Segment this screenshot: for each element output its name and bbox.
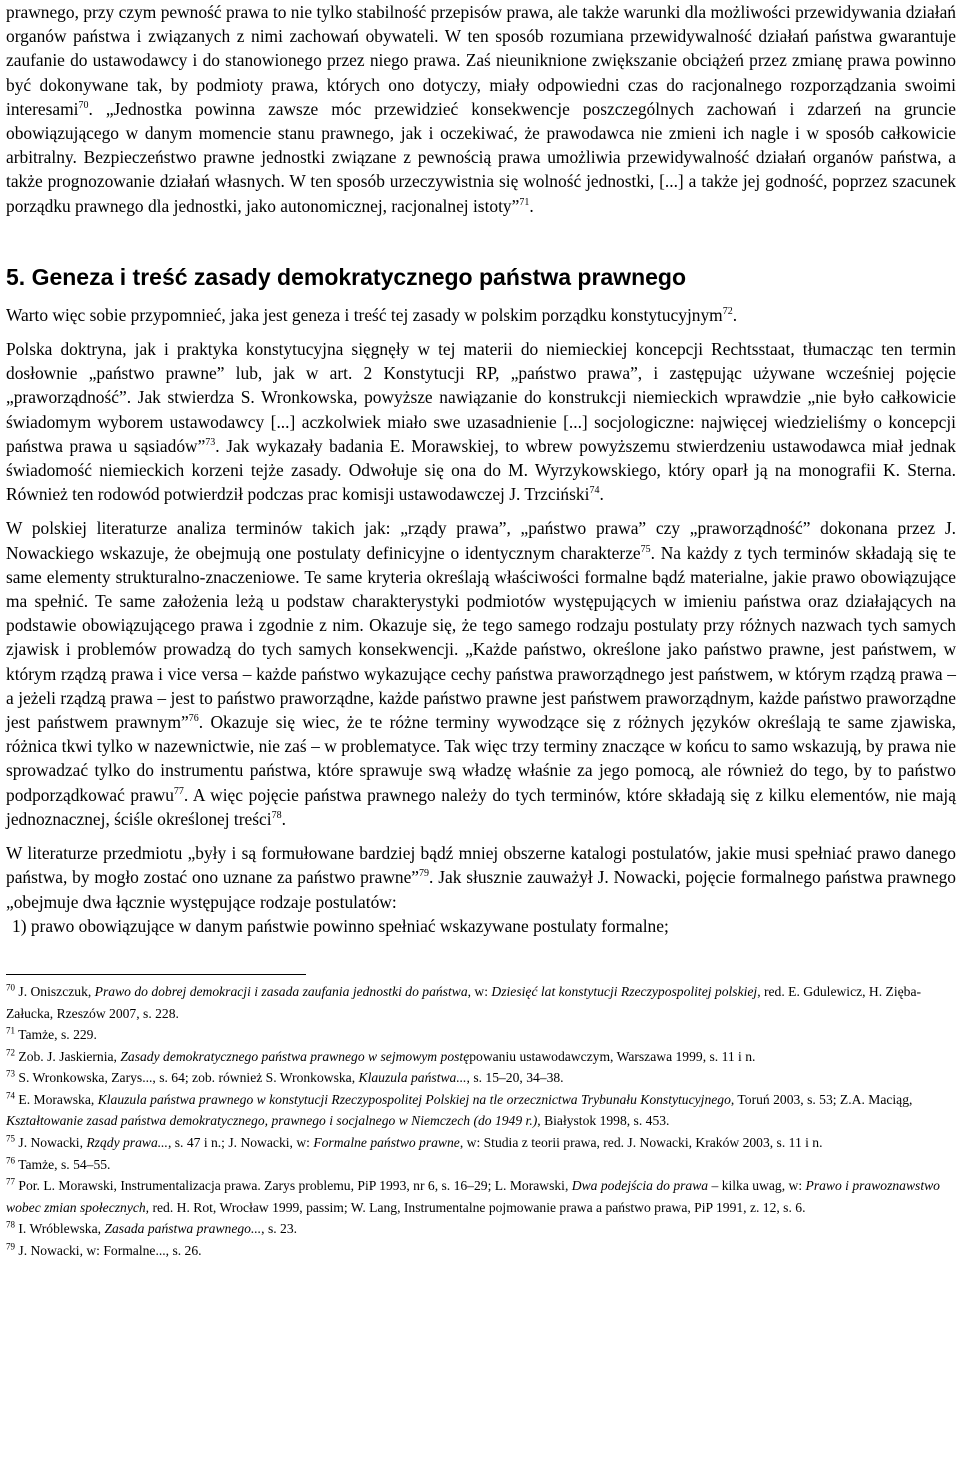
footnote-ref[interactable]: 74 — [589, 485, 600, 497]
footnote — [6, 1132, 956, 1154]
footnote-ref[interactable]: 79 — [419, 868, 430, 880]
paragraph-text: . Jak wykazały badania E. Morawskiej, to wbrew powyższemu stwierdzeniu ustawodawca miał jednak świadomość niemieckich korzeni tejże zasady. Odwołuje się ona do M. Wyrzykowskiego, który oparł ją na monografii K. Sterna. Również ten rodowód potwierdził podczas prac komisji ustawodawczej J. Trzciński — [6, 435, 956, 505]
paragraph-text: . Jak słusznie zauważył J. Nowacki, pojęcie formalnego państwa prawnego „obejmuje dwa łącznie występujące rodzaje postulatów: — [6, 867, 956, 912]
footnote-italic: Formalne państwo prawne — [313, 1135, 460, 1151]
paragraph-text: . — [599, 484, 604, 505]
footnote-text: red. H. Rot, Wrocław 1999, passim; W. Lang, Instrumentalne pojmowanie prawa a państwo prawa, PiP 1991, z. 12, s. 6. — [149, 1199, 806, 1215]
footnote-text: powaniu ustawodawczym, Warszawa 1999, s. 11 i n. — [469, 1048, 756, 1064]
footnote — [6, 1154, 956, 1176]
footnote-ref[interactable]: 71 — [519, 196, 530, 208]
paragraph-text: prawnego, przy czym pewność prawa to nie tylko stabilność przepisów prawa, ale także warunki dla możliwości przewidywania działań organów państwa i związanych z nimi zachowań obywateli. W ten sposób rozumiana przewidywalność działań państwa gwarantuje zaufanie do ustawodawcy i do stanowionego przez niego prawa. Zaś nieuniknione zwiększanie obciążeń przez zmianę prawa powinno być dokonywane tak, by podmioty prawa, których ono dotyczy, miały odpowiedni czas do racjonalnego rozporządzania swoimi interesami — [6, 2, 956, 119]
footnote-text: Tamże, s. 229. — [18, 1027, 97, 1043]
paragraph-text: . „Jednostka powinna zawsze móc przewidzieć konsekwencje poszczególnych zachowań i zdarzeń na gruncie obowiązującego w danym momencie stanu prawnego, jak i oczekiwać, że prawodawca nie zmieni ich nagle i w sposób całkowicie arbitralny. Bezpieczeństwo prawne jednostki związane z pewnością prawa umożliwia przewidywalność działań organów państwa, a także prognozowanie działań własnych. W ten sposób urzeczywistnia się wolność jednostki, [...] a także jej godność, poprzez szacunek porządku prawnego dla jednostki, jako autonomicznej, racjonalnej istoty” — [6, 98, 956, 216]
paragraph-text: W polskiej literaturze analiza terminów takich jak: „rządy prawa”, „państwo prawa” czy „praworządność” dokonana przez J. Nowackiego wskazuje, że obejmują one postulaty definicyjne o identycznym charakterze — [6, 518, 956, 563]
paragraph — [6, 0, 956, 218]
footnote-text: E. Morawska, — [18, 1091, 98, 1107]
footnote-ref[interactable]: 78 — [271, 810, 282, 822]
list-item: 1) prawo obowiązujące w danym państwie powinno spełniać wskazywane postulaty formalne; — [12, 915, 669, 936]
footnote-number: 79 — [6, 1241, 15, 1252]
footnote-italic: Dwa podejścia do prawa — [571, 1178, 709, 1194]
footnote-text: J. Nowacki, w: Formalne..., s. 26. — [18, 1243, 202, 1259]
footnote-italic: Klauzula państwa prawnego w konstytucji Rzeczypospolitej Polskiej na tle orzecznictwa Trybunału Konstytucyjnego — [97, 1091, 731, 1107]
footnote-number: 75 — [6, 1133, 15, 1144]
footnote-text: , red. E. Gdulewicz, H. Zięba-Załucka, Rzeszów 2007, s. 228. — [6, 983, 922, 1021]
paragraph — [6, 337, 956, 506]
footnote-text: J. Nowacki, — [18, 1135, 87, 1151]
footnote-ref[interactable]: 72 — [722, 306, 733, 318]
footnote-text: , s. 47 i n.; J. Nowacki, w: — [167, 1135, 314, 1151]
footnote-text: – kilka uwag, w: — [708, 1178, 806, 1194]
footnote-text: Tamże, s. 54–55. — [18, 1156, 111, 1172]
footnote-number: 70 — [6, 982, 15, 993]
footnote — [6, 981, 956, 1024]
footnote-text: , Toruń 2003, s. 53; Z.A. Maciąg, — [730, 1091, 913, 1107]
footnote — [6, 1067, 956, 1089]
footnote-text: , w: — [467, 983, 492, 999]
paragraph-text: . Okazuje się wiec, że te różne terminy wywodzące się z różnych języków określają te same zjawiska, różnica tkwi tylko w nazewnictwie, nie zaś – w problematyce. Tak więc trzy terminy znaczące w końcu to samo wskazują, by prawa nie sprowadzać tylko do instrumentu państwa, które sprawuje swą władzę właśnie za jego pomocą, ale również do tego, by to państwo podporządkować prawu — [6, 712, 956, 805]
paragraph — [6, 841, 956, 914]
paragraph-text: . — [732, 304, 738, 325]
footnote-text: Zob. J. Jaskiernia, — [18, 1048, 121, 1064]
footnote-text: S. Wronkowska, Zarys..., s. 64; zob. również S. Wronkowska, — [18, 1070, 359, 1086]
footnote-text: Por. L. Morawski, Instrumentalizacja prawa. Zarys problemu, PiP 1993, nr 6, s. 16–29; L. Morawski, — [18, 1178, 572, 1194]
footnote-ref[interactable]: 70 — [78, 100, 89, 112]
footnote-number: 72 — [6, 1047, 15, 1058]
footnote-italic: Zasada państwa prawnego... — [104, 1221, 262, 1237]
footnote-number: 73 — [6, 1068, 15, 1079]
footnote-italic: Klauzula państwa... — [358, 1070, 467, 1086]
footnote-text: I. Wróblewska, — [18, 1221, 105, 1237]
footnote-ref[interactable]: 77 — [173, 785, 184, 797]
footnote-number: 78 — [6, 1219, 15, 1230]
paragraph-text: . — [529, 195, 534, 216]
footnote-italic: Dziesięć lat konstytucji Rzeczypospolitej polskiej — [491, 983, 758, 999]
footnote-text: , s. 23. — [261, 1221, 298, 1237]
section-heading: 5. Geneza i treść zasady demokratycznego państwa prawnego — [6, 263, 687, 290]
footnote-text: , w: Studia z teorii prawa, red. J. Nowacki, Kraków 2003, s. 11 i n. — [459, 1135, 823, 1151]
footnote-ref[interactable]: 76 — [188, 713, 199, 725]
paragraph-text: W literaturze przedmiotu „były i są formułowane bardziej bądź mniej obszerne katalogi postulatów, jakie musi spełniać prawo danego państwa, by mogło zostać ono uznane za państwo prawne” — [6, 843, 956, 888]
paragraph-text: Polska doktryna, jak i praktyka konstytucyjna sięgnęły w tej materii do niemieckiej koncepcji Rechtsstaat, tłumacząc ten termin dosłownie „państwo prawne” lub, jak w art. 2 Konstytucji RP, „państwo prawa”, i zastępując używane wcześniej pojęcie „praworządność”. Jak stwierdza S. Wronkowska, powyższe nawiązanie do konstrukcji niemieckich wprawdzie „nie było całkowicie świadomym wyborem ustawodawcy [...] aczkolwiek miało swe uzasadnienie [...] socjologiczne: najwięcej wiedzieliśmy o koncepcji państwa prawa u sąsiadów” — [6, 339, 956, 456]
paragraph-text: . A więc pojęcie państwa prawnego należy do tych terminów, które składają się z kilku elementów, nie mają jednoznacznej, ściśle określonej treści — [6, 784, 956, 829]
footnote-italic: Prawo i prawoznawstwo wobec zmian społecznych, — [6, 1178, 940, 1215]
footnote-number: 74 — [6, 1090, 15, 1101]
footnote-number: 77 — [6, 1176, 15, 1187]
paragraph-text: . — [281, 808, 286, 829]
footnote-number: 71 — [6, 1025, 15, 1036]
footnote-italic: Rządy prawa... — [86, 1135, 168, 1151]
footnote-text: , s. 15–20, 34–38. — [466, 1070, 564, 1086]
footnote-number: 76 — [6, 1155, 15, 1166]
footnote-separator — [6, 974, 306, 975]
footnote-ref[interactable]: 75 — [640, 543, 651, 555]
footnote — [6, 1240, 956, 1262]
footnote — [6, 1024, 956, 1046]
footnote-ref[interactable]: 73 — [205, 437, 216, 449]
footnotes — [6, 981, 956, 1262]
paragraph — [6, 516, 956, 831]
paragraph — [6, 303, 956, 327]
footnote-italic: Zasady demokratycznego państwa prawnego w sejmowym postę — [120, 1048, 470, 1064]
footnote — [6, 1046, 956, 1068]
footnote-italic: Kształtowanie zasad państwa demokratycznego, prawnego i socjalnego w Niemczech (do 1949 r.) — [6, 1113, 538, 1129]
paragraph-text: Warto więc sobie przypomnieć, jaka jest geneza i treść tej zasady w polskim porządku konstytucyjnym — [6, 304, 723, 325]
footnote — [6, 1089, 956, 1132]
footnote-text: , Białystok 1998, s. 453. — [537, 1113, 670, 1129]
paragraph-text: . Na każdy z tych terminów składają się te same elementy strukturalno-znaczeniowe. Te same kryteria określają właściwości formalne bądź materialne, jakie prawo obowiązujące ma spełnić. Te same założenia leżą u podstaw charakterystyki podmiotów występujących w imieniu państwa oraz działających na podstawie obowiązującego prawa i zgodnie z nim. Okazuje się, że tego samego rodzaju postulaty przy różnych nazwach tych samych zjawisk i problemów prowadzą do tych samych konsekwencji. „Każde państwo, określone jako państwo prawne, jest państwem, w którym rządzą prawa i vice versa – każde państwo wykazujące cechy państwa praworządnego jest państwem, w którym rządzą prawa – a jeżeli rządzą prawa – jest to państwo praworządne, każde państwo prawne jest państwem praworządnym, każde państwo praworządne jest państwem prawnym” — [6, 542, 956, 733]
footnote-italic: Prawo do dobrej demokracji i zasada zaufania jednostki do państwa — [94, 983, 468, 999]
footnote-text: J. Oniszczuk, — [18, 983, 95, 999]
footnote — [6, 1175, 956, 1218]
document-page — [6, 0, 956, 1262]
footnote — [6, 1218, 956, 1240]
